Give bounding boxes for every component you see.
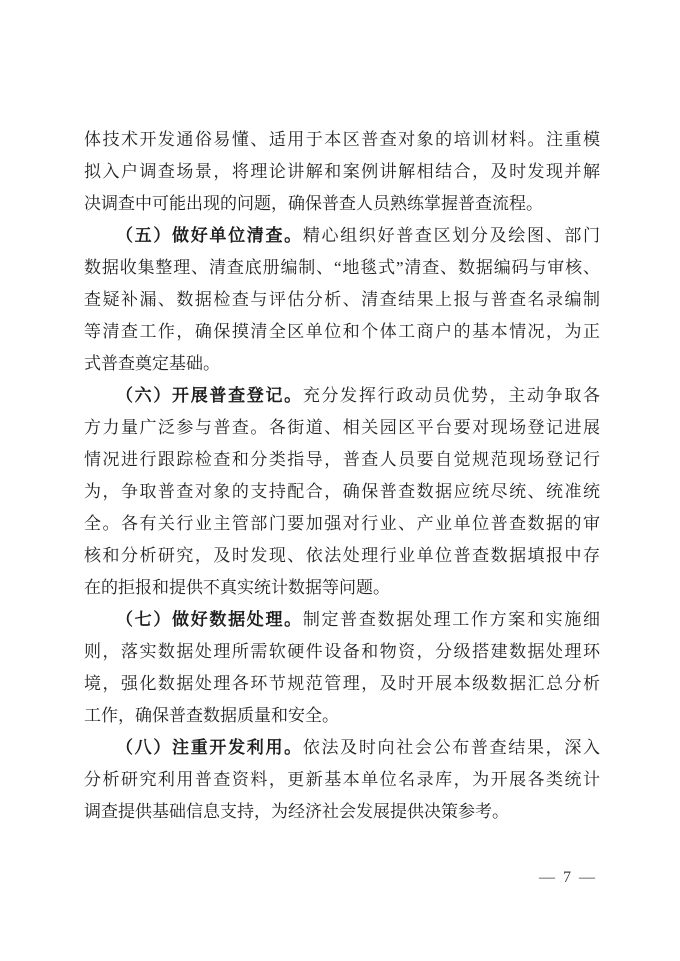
line-text: 决调查中可能出现的问题，确保普查人员熟练掌握普查流程。 (84, 194, 543, 213)
line-text: 为，争取普查对象的支持配合，确保普查数据应统尽统、统准统 (84, 482, 600, 501)
text-line (84, 188, 600, 220)
text-line (84, 284, 600, 316)
text-line (84, 540, 600, 572)
page-number: — 7 — (539, 869, 597, 886)
line-text: 数据收集整理、清查底册编制、“地毯式”清查、数据编码与审核、 (84, 258, 600, 277)
text-line (84, 796, 600, 828)
text-line (84, 604, 600, 636)
text-line (84, 476, 600, 508)
text-line (84, 572, 600, 604)
line-text: 体技术开发通俗易懂、适用于本区普查对象的培训材料。注重模 (84, 130, 600, 149)
text-line (84, 700, 600, 732)
line-text: 制定普查数据处理工作方案和实施细 (302, 610, 601, 629)
line-text: 依法及时向社会公布普查结果，深入 (302, 738, 601, 757)
text-line (84, 412, 600, 444)
paragraph-heading: （八）注重开发利用。 (116, 738, 303, 757)
text-line (84, 348, 600, 380)
line-text: 式普查奠定基础。 (84, 354, 220, 373)
text-line (84, 380, 600, 412)
text-line (84, 732, 600, 764)
paragraph-heading: （七）做好数据处理。 (116, 610, 303, 629)
line-text: 工作，确保普查数据质量和安全。 (84, 706, 339, 725)
line-text: 全。各有关行业主管部门要加强对行业、产业单位普查数据的审 (84, 514, 600, 533)
line-text: 等清查工作，确保摸清全区单位和个体工商户的基本情况，为正 (84, 322, 600, 341)
text-line (84, 220, 600, 252)
text-line (84, 156, 600, 188)
line-text: 核和分析研究，及时发现、依法处理行业单位普查数据填报中存 (84, 546, 600, 565)
text-line (84, 508, 600, 540)
paragraph-heading: （六）开展普查登记。 (116, 386, 303, 405)
text-line (84, 444, 600, 476)
line-text: 在的拒报和提供不真实统计数据等问题。 (84, 578, 390, 597)
line-text: 境，强化数据处理各环节规范管理，及时开展本级数据汇总分析 (84, 674, 600, 693)
text-line (84, 124, 600, 156)
text-line (84, 668, 600, 700)
text-line (84, 636, 600, 668)
paragraph-heading: （五）做好单位清查。 (116, 226, 303, 245)
line-text: 情况进行跟踪检查和分类指导，普查人员要自觉规范现场登记行 (84, 450, 600, 469)
line-text: 精心组织好普查区划分及绘图、部门 (302, 226, 601, 245)
line-text: 拟入户调查场景，将理论讲解和案例讲解相结合，及时发现并解 (84, 162, 600, 181)
line-text: 调查提供基础信息支持，为经济社会发展提供决策参考。 (84, 802, 509, 821)
line-text: 充分发挥行政动员优势，主动争取各 (302, 386, 601, 405)
text-line (84, 316, 600, 348)
line-text: 分析研究利用普查资料，更新基本单位名录库，为开展各类统计 (84, 770, 600, 789)
line-text: 方力量广泛参与普查。各街道、相关园区平台要对现场登记进展 (84, 418, 600, 437)
text-line (84, 252, 600, 284)
text-block (84, 124, 600, 828)
line-text: 则，落实数据处理所需软硬件设备和物资，分级搭建数据处理环 (84, 642, 600, 661)
text-line (84, 764, 600, 796)
line-text: 查疑补漏、数据检查与评估分析、清查结果上报与普查名录编制 (84, 290, 600, 309)
